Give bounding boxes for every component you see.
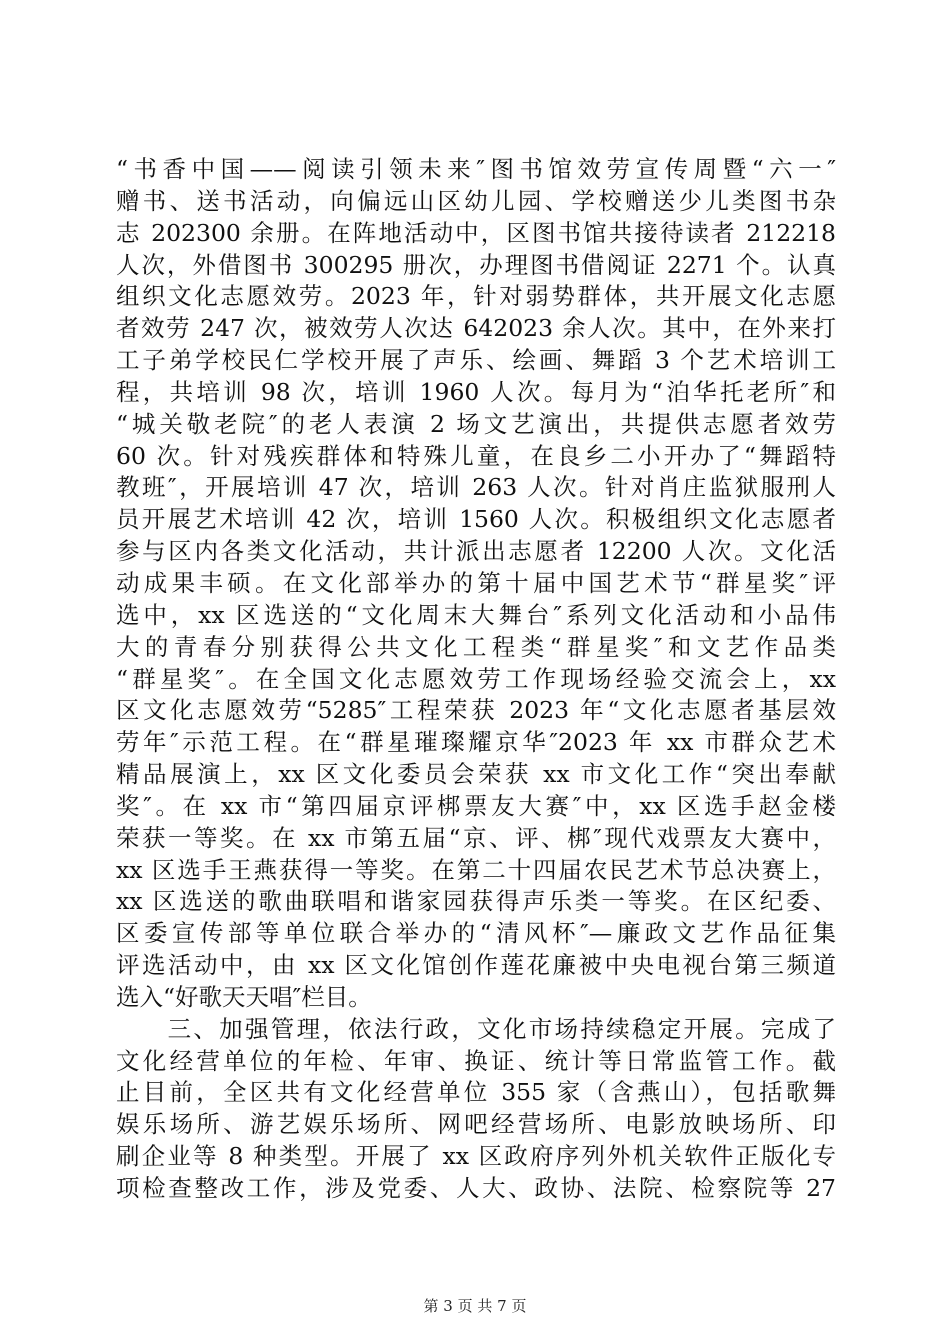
- text-line: 大的青春分别获得公共文化工程类“群星奖″和文艺作品类: [116, 632, 836, 661]
- text-line: 工子弟学校民仁学校开展了声乐、绘画、舞蹈 3 个艺术培训工: [116, 346, 836, 375]
- text-line: 精品展演上，xx 区文化委员会荣获 xx 市文化工作“突出奉献: [116, 760, 836, 789]
- text-line: 人次，外借图书 300295 册次，办理图书借阅证 2271 个。认真: [116, 250, 836, 279]
- text-line: 组织文化志愿效劳。2023 年，针对弱势群体，共开展文化志愿: [116, 282, 836, 311]
- text-line: 员开展艺术培训 42 次，培训 1560 人次。积极组织文化志愿者: [116, 505, 836, 534]
- page-footer: [0, 1295, 950, 1316]
- text-line: “书香中国——阅读引领未来″图书馆效劳宣传周暨“六一″: [116, 155, 836, 183]
- text-line: 娱乐场所、游艺娱乐场所、网吧经营场所、电影放映场所、印: [116, 1110, 836, 1139]
- text-line: 60 次。针对残疾群体和特殊儿童，在良乡二小开办了“舞蹈特: [116, 441, 836, 470]
- text-line: 者效劳 247 次，被效劳人次达 642023 余人次。其中，在外来打: [116, 314, 836, 343]
- page-number: 第 3 页 共 7 页: [423, 1297, 527, 1315]
- text-line: 刷企业等 8 种类型。开展了 xx 区政府序列外机关软件正版化专: [116, 1142, 836, 1171]
- text-line: 评选活动中，由 xx 区文化馆创作莲花廉被中央电视台第三频道: [116, 951, 836, 980]
- text-line: 选中，xx 区选送的“文化周末大舞台″系列文化活动和小品伟: [116, 600, 836, 629]
- text-line: 止目前，全区共有文化经营单位 355 家（含燕山），包括歌舞: [116, 1078, 836, 1107]
- text-line: xx 区选送的歌曲联唱和谐家园获得声乐类一等奖。在区纪委、: [116, 887, 836, 916]
- paragraph-end-line: 选入“好歌天天唱″栏目。: [116, 982, 372, 1011]
- text-line: 程，共培训 98 次，培训 1960 人次。每月为“泊华托老所″和: [116, 377, 836, 406]
- text-line: 参与区内各类文化活动，共计派出志愿者 12200 人次。文化活: [116, 537, 836, 566]
- text-line: “群星奖″。在全国文化志愿效劳工作现场经验交流会上，xx: [116, 664, 836, 693]
- text-line: “城关敬老院″的老人表演 2 场文艺演出，共提供志愿者效劳: [116, 409, 836, 438]
- text-line: 教班″，开展培训 47 次，培训 263 人次。针对肖庄监狱服刑人: [116, 473, 836, 502]
- text-line: 文化经营单位的年检、年审、换证、统计等日常监管工作。截: [116, 1046, 836, 1075]
- text-line: 赠书、送书活动，向偏远山区幼儿园、学校赠送少儿类图书杂: [116, 186, 836, 215]
- section-heading-line: 三、加强管理，依法行政，文化市场持续稳定开展。完成了: [116, 1014, 836, 1043]
- text-line: 项检查整改工作，涉及党委、人大、政协、法院、检察院等 27: [116, 1174, 836, 1202]
- text-line: 劳年″示范工程。在“群星璀璨耀京华″2023 年 xx 市群众艺术: [116, 728, 836, 757]
- text-line: 动成果丰硕。在文化部举办的第十届中国艺术节“群星奖″评: [116, 568, 836, 597]
- text-line: 区文化志愿效劳“5285″工程荣获 2023 年“文化志愿者基层效: [116, 696, 836, 725]
- text-line: 区委宣传部等单位联合举办的“清风杯″—廉政文艺作品征集: [116, 919, 836, 948]
- text-line: 奖″。在 xx 市“第四届京评梆票友大赛″中，xx 区选手赵金楼: [116, 791, 836, 820]
- text-line: xx 区选手王燕获得一等奖。在第二十四届农民艺术节总决赛上，: [116, 855, 836, 884]
- text-line: 志 202300 余册。在阵地活动中，区图书馆共接待读者 212218: [116, 218, 836, 247]
- body-text: [116, 154, 836, 1205]
- text-line: 荣获一等奖。在 xx 市第五届“京、评、梆″现代戏票友大赛中，: [116, 823, 836, 852]
